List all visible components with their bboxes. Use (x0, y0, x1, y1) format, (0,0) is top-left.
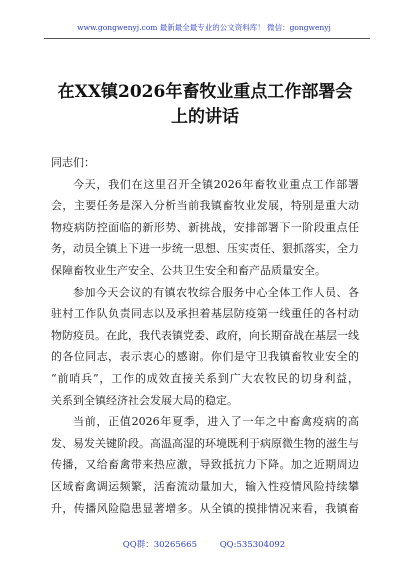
paragraph-line: 当前，正值2026年夏季，进入了一年之中畜禽疫病的高 (73, 415, 359, 429)
salutation: 同志们： (51, 156, 95, 169)
paragraph-line: 会，主要任务是深入分析当前我镇畜牧业发展，特别是重大动 (51, 199, 359, 213)
paragraph-line: 物疫病防控面临的新形势、新挑战，安排部署下一阶段重点任 (51, 220, 359, 234)
paragraph-line: 驻村工作队负责同志以及承担着基层防疫第一线重任的各村动 (51, 307, 359, 321)
qq-group-label: QQ群：30265665 (122, 540, 197, 550)
site-footer (0, 538, 408, 550)
paragraph-2 (51, 282, 359, 412)
qq-contact-label: QQ:535304092 (219, 540, 286, 550)
paragraph-1 (51, 174, 359, 282)
paragraph-line: 物防疫员。在此，我代表镇党委、政府，向长期奋战在基层一线 (51, 328, 359, 342)
paragraph-line: 今天，我们在这里召开全镇2026年畜牧业重点工作部署 (73, 177, 359, 191)
paragraph-line: 区域畜禽调运频繁，活畜流动量加大，输入性疫情风险持续攀 (51, 479, 359, 493)
title-line-1: 在XX镇2026年畜牧业重点工作部署会 (57, 82, 353, 102)
paragraph-line: 发、易发关键阶段。高温高湿的环境既利于病原微生物的滋生与 (51, 436, 359, 450)
paragraph-line: “前哨兵”，工作的成效直接关系到广大农牧民的切身利益， (51, 371, 359, 385)
paragraph-line: 的各位同志，表示衷心的感谢。你们是守卫我镇畜牧业安全的 (51, 350, 359, 364)
title-line-2: 上的讲话 (171, 107, 239, 127)
paragraph-line: 保障畜牧业生产安全、公共卫生安全和畜产品质量安全。 (51, 263, 326, 277)
paragraph-line: 关系到全镇经济社会发展大局的稳定。 (51, 393, 238, 407)
site-header: www.gongwenyj.com 最新最全最专业的公文资料库！ 微信：gongwenyj (77, 23, 331, 32)
document-body (51, 152, 359, 519)
paragraph-line: 务，动员全镇上下进一步统一思想、压实责任、狠抓落实，全力 (51, 242, 359, 256)
document-title (50, 80, 360, 130)
header-divider (44, 38, 370, 39)
paragraph-line: 传播，又给畜禽带来热应激，导致抵抗力下降。加之近期周边 (51, 458, 359, 472)
paragraph-line: 升，传播风险隐患显著增多。从全镇的摸排情况来看，我镇畜 (51, 501, 359, 515)
paragraph-3 (51, 411, 359, 519)
paragraph-line: 参加今天会议的有镇农牧综合服务中心全体工作人员、各 (73, 285, 359, 299)
